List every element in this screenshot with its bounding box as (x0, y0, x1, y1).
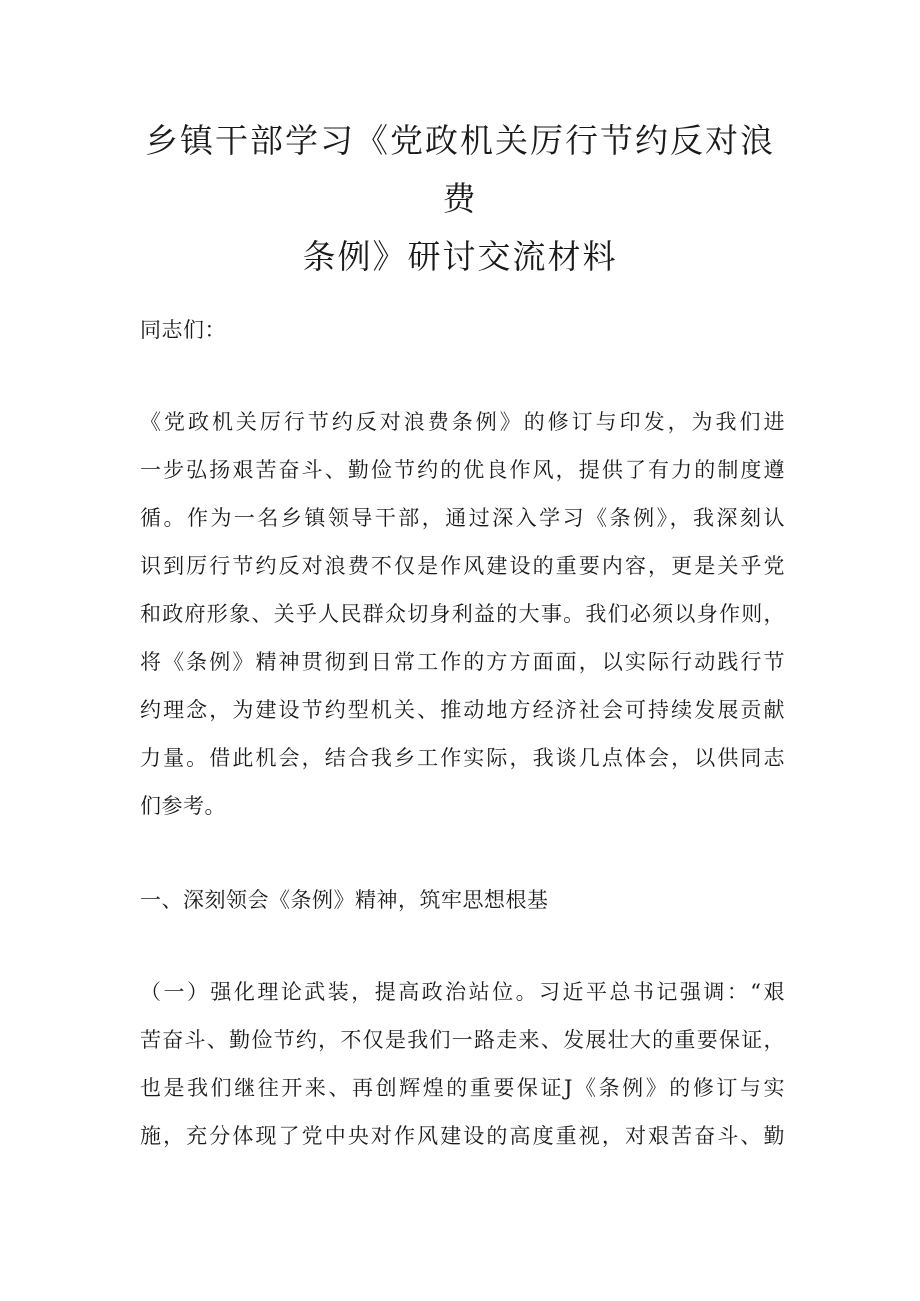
paragraph-line: 识到厉行节约反对浪费不仅是作风建设的重要内容，更是关乎党 (140, 554, 785, 578)
intro-paragraph (140, 398, 785, 830)
paragraph-line: 施，充分体现了党中央对作风建设的高度重视，对艰苦奋斗、勤 (140, 1124, 785, 1148)
document-title (140, 112, 780, 286)
greeting-text: 同志们： (140, 318, 226, 342)
section-heading-text: 一、深刻领会《条例》精神，筑牢思想根基 (140, 888, 549, 912)
paragraph-line: 和政府形象、关乎人民群众切身利益的大事。我们必须以身作则， (140, 602, 785, 626)
paragraph-line: 将《条例》精神贯彻到日常工作的方方面面，以实际行动践行节 (140, 650, 785, 674)
paragraph-line: 循。作为一名乡镇领导干部，通过深入学习《条例》，我深刻认 (140, 506, 785, 530)
section-heading (140, 876, 785, 924)
section-paragraph (140, 968, 785, 1160)
title-line: 乡镇干部学习《党政机关厉行节约反对浪费 (145, 121, 775, 218)
paragraph-line: （一）强化理论武装，提高政治站位。习近平总书记强调：“艰 (140, 980, 785, 1004)
paragraph-line: 一步弘扬艰苦奋斗、勤俭节约的优良作风，提供了有力的制度遵 (140, 458, 785, 482)
greeting (140, 306, 785, 354)
paragraph-line: 力量。借此机会，结合我乡工作实际，我谈几点体会，以供同志 (140, 746, 785, 770)
paragraph-line: 约理念，为建设节约型机关、推动地方经济社会可持续发展贡献 (140, 698, 785, 722)
paragraph-line: 苦奋斗、勤俭节约，不仅是我们一路走来、发展壮大的重要保证， (140, 1028, 785, 1052)
paragraph-line: 《党政机关厉行节约反对浪费条例》的修订与印发，为我们进 (140, 410, 785, 434)
title-line: 条例》研讨交流材料 (302, 237, 618, 276)
paragraph-line: 也是我们继往开来、再创辉煌的重要保证J《条例》的修订与实 (140, 1076, 785, 1100)
paragraph-line: 们参考。 (140, 794, 226, 818)
